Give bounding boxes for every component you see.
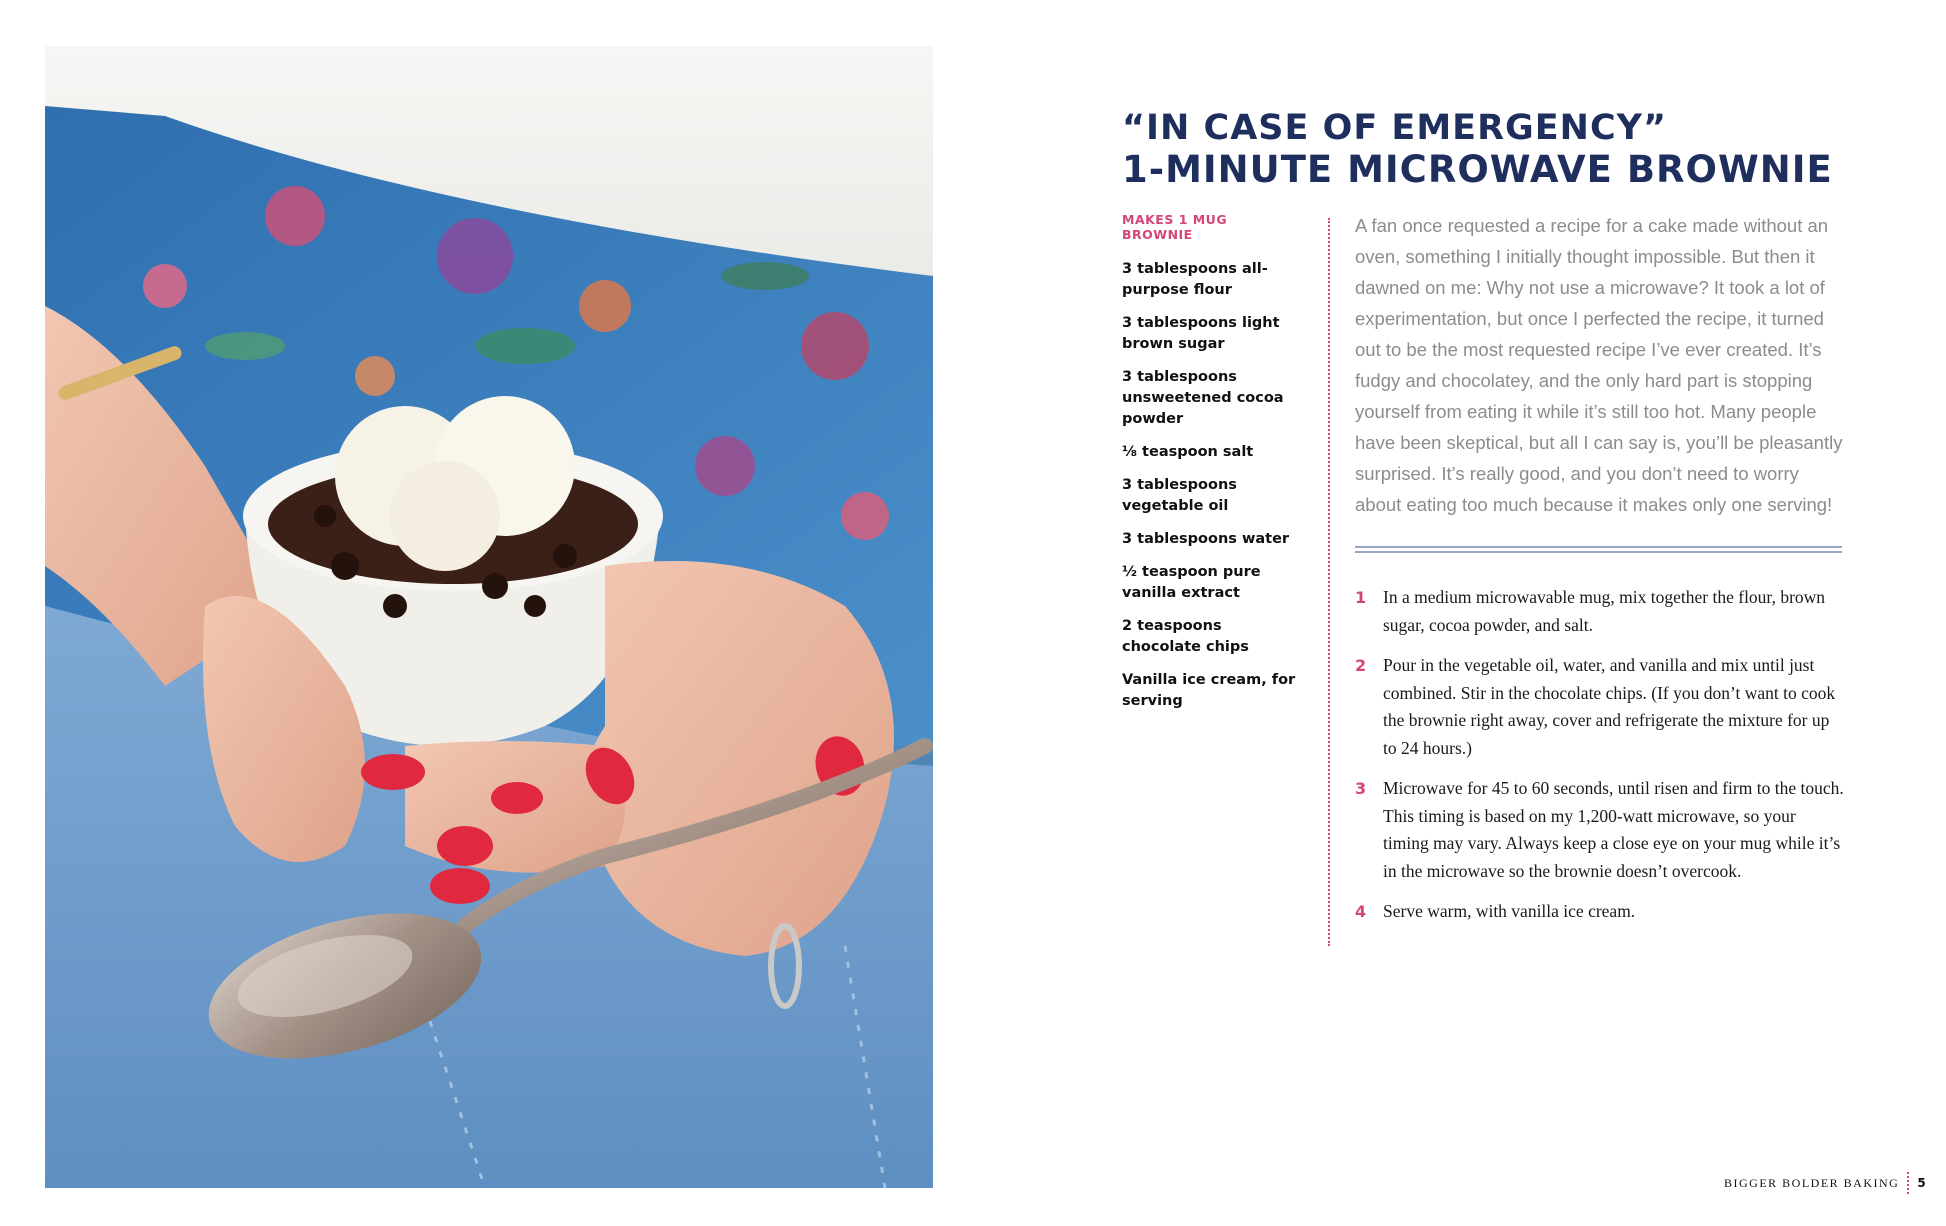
- column-divider: [1328, 218, 1330, 946]
- ingredient-item: 3 tablespoons vegetable oil: [1122, 477, 1237, 514]
- step-number: 2: [1355, 656, 1367, 675]
- method-step: [1355, 775, 1845, 885]
- method-step: [1355, 584, 1845, 639]
- ingredients-column: [1122, 212, 1302, 724]
- method-step: [1355, 898, 1845, 926]
- step-text: Microwave for 45 to 60 seconds, until risen and firm to the touch. This timing is based on my 1,200-watt microwave, so your timing may vary. Always keep a close eye on your mug while it’s in the microwave so the brownie doesn’t overcook.: [1383, 778, 1844, 881]
- step-text: Pour in the vegetable oil, water, and vanilla and mix until just combined. Stir in the chocolate chips. (If you don’t want to cook the brownie right away, cover and refrigerate the mixture for up to 24 hours.): [1383, 655, 1836, 758]
- step-number: 3: [1355, 779, 1367, 798]
- page-number: 5: [1917, 1176, 1926, 1190]
- recipe-title-line2: 1-MINUTE MICROWAVE BROWNIE: [1122, 148, 1833, 191]
- ingredient-item: 3 tablespoons unsweetened cocoa powder: [1122, 369, 1284, 427]
- recipe-title: [1122, 108, 1862, 190]
- step-number: 1: [1355, 588, 1367, 607]
- ingredient-item: 3 tablespoons all-purpose flour: [1122, 261, 1268, 298]
- step-number: 4: [1355, 902, 1367, 921]
- ingredient-list: [1122, 259, 1302, 712]
- recipe-title-line1: “IN CASE OF EMERGENCY”: [1122, 108, 1667, 148]
- ingredient-item: ⅛ teaspoon salt: [1122, 444, 1254, 460]
- book-title: BIGGER BOLDER BAKING: [1724, 1175, 1900, 1190]
- recipe-intro: A fan once requested a recipe for a cake made without an oven, something I initially thought impossible. But then it dawned on me: Why not use a microwave? It took a lot of experimentation, but once I perfected the recipe, it turned out to be the most requested recipe I’ve ever created. It’s fudgy and chocolatey, and the only hard part is stopping yourself from eating it while it’s still too hot. Many people have been skeptical, but all I can say is, you’ll be pleasantly surprised. It’s really good, and you don’t need to worry about eating too much because it makes only one serving!: [1355, 215, 1843, 515]
- ingredient-item: ½ teaspoon pure vanilla extract: [1122, 564, 1261, 601]
- section-divider: [1355, 546, 1842, 553]
- recipe-yield: MAKES 1 MUG BROWNIE: [1122, 212, 1228, 242]
- method-step: [1355, 652, 1845, 762]
- ingredient-item: Vanilla ice cream, for serving: [1122, 672, 1296, 709]
- method-steps: [1355, 584, 1845, 939]
- step-text: In a medium microwavable mug, mix together the flour, brown sugar, cocoa powder, and salt.: [1383, 587, 1826, 635]
- ingredient-item: 3 tablespoons light brown sugar: [1122, 315, 1280, 352]
- page-footer: [1724, 1172, 1926, 1194]
- step-text: Serve warm, with vanilla ice cream.: [1383, 901, 1636, 921]
- footer-divider: [1907, 1172, 1909, 1194]
- ingredient-item: 3 tablespoons water: [1122, 531, 1290, 547]
- recipe-photo: [45, 46, 933, 1188]
- ingredient-item: 2 teaspoons chocolate chips: [1122, 618, 1249, 655]
